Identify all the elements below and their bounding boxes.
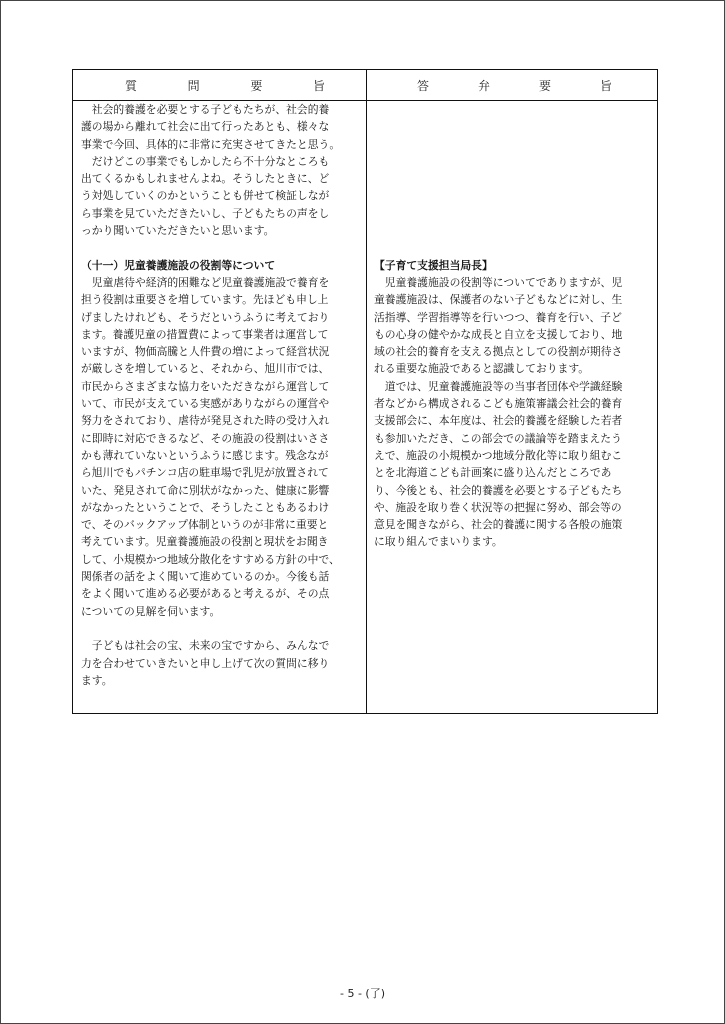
answer-speaker: 【子育て支援担当局長】 [374,258,493,272]
header-char: 旨 [599,78,612,93]
question-column [81,101,361,689]
question-summary-header [125,70,325,100]
column-divider [366,70,367,713]
page-number: - 5 - (了) [339,987,385,1000]
header-char: 問 [187,78,200,93]
answer-column [374,101,654,551]
question-closing: 子どもは社会の宝、未来の宝ですから、みんなで 力を合わせていきたいと申し上げて次の質問に移り ます。 [81,639,330,687]
question-body: 児童虐待や経済的困難など児童養護施設で養育を 担う役割は重要さを増しています。先ほども申し上 げましたけれども、そうだというふうに考えており ます。養護児童の措置費によって事業者は運営して いますが、物価高騰と人件費の増によって経営状況 が厳しさを増していると、それから、旭川市では、 市民からさまざまな協力をいただきながら運営して いて、市民が支えている実感がありながらの運営や 努力をされており、虐待が発見された時の受け入れ に即時に対応できるなど、その施設の役割はいささ かも薄れていないというふうに感じます。残念なが ら旭川でもパチンコ店の駐車場で乳児が放置されて いた、発見されて命に別状がなかった、健康に影響 がなかったということで、そうしたこともあるわけ で、そのバックアップ体制というのが非常に重要と 考えています。児童養護施設の役割と現状をお聞き して、小規模かつ地域分散化をすすめる方針の中で、 関係者の話をよく聞いて進めているのか。今後も話 をよく聞いて進める必要があると考えるが、その点 についての見解を伺います。 [81,275,340,618]
answer-paragraph: 道では、児童養護施設等の当事者団体や学識経験 者などから構成されるこども施策審議会社会的養育 支援部会に、本年度は、社会的養護を経験した若者 も参加いただき、この部会での議論等を踏まえたう えで、施設の小規模かつ地域分散化等に取り組むこ とを北海道こども計画案に盛り込んだところであ り、今後とも、社会的養護を必要とする子どもたち や、施設を取り巻く状況等の把握に努め、部会等の 意見を聞きながら、社会的養護に関する各般の施策 に取り組んでまいります。 [374,379,623,549]
header-char: 要 [250,78,263,93]
header-char: 質 [125,78,138,93]
header-char: 答 [417,78,430,93]
qa-table [72,69,658,714]
question-paragraph: 社会的養護を必要とする子どもたちが、社会的養 護の場から離れて社会に出て行ったあとも、様々な 事業で今回、具体的に非常に充実させてきたと思う。 [81,103,341,151]
answer-summary-header [417,70,612,100]
header-char: 弁 [477,78,490,93]
header-char: 旨 [312,78,325,93]
answer-paragraph: 児童養護施設の役割等についてでありますが、児 童養護施設は、保護者のない子どもなどに対し、生 活指導、学習指導等を行いつつ、養育を行い、子ど もの心身の健やかな成長と自立を支援しており、地 域の社会的養育を支える拠点としての役割が期待さ れる重要な施設であると認識しております。 [374,275,623,376]
question-heading: （十一）児童養護施設の役割等について [81,258,276,272]
question-paragraph: だけどこの事業でもしかしたら不十分なところも 出てくるかもしれませんよね。そうしたときに、ど う対処していくのかということも併せて検証しなが ら事業を見ていただきたいし、子どもたちの声をし っかり聞いていただきたいと思います。 [81,154,330,238]
header-char: 要 [538,78,551,93]
